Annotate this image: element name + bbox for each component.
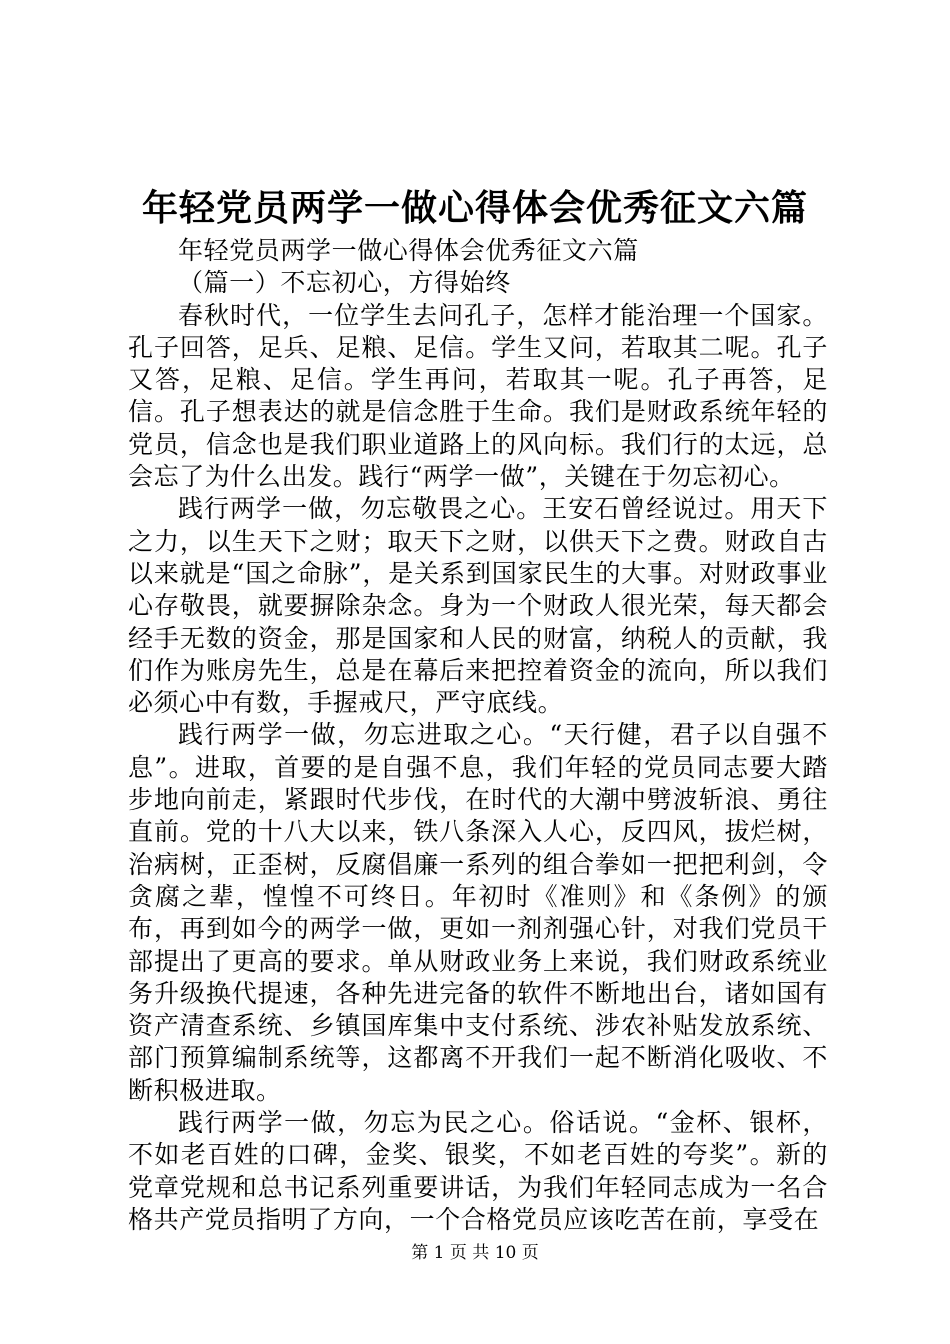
body-paragraph: 践行两学一做，勿忘为民之心。俗话说。“金杯、银杯，不如老百姓的口碑，金奖、银奖，不如老百姓的夸奖”。新的党章党规和总书记系列重要讲话，为我们年轻同志成为一名合格共产党员指明了方向，一个合格党员应该吃苦在前，享受在 [128, 1108, 828, 1234]
body-paragraph: 践行两学一做，勿忘进取之心。“天行健，君子以自强不息”。进取，首要的是自强不息，我们年轻的党员同志要大踏步地向前走，紧跟时代步伐，在时代的大潮中劈波斩浪、勇往直前。党的十八大以来，铁八条深入人心，反四风，拔烂树，治病树，正歪树，反腐倡廉一系列的组合拳如一把把利剑，令贪腐之辈，惶惶不可终日。年初时《准则》和《条例》的颁布，再到如今的两学一做，更如一剂剂强心针，对我们党员干部提出了更高的要求。单从财政业务上来说，我们财政系统业务升级换代提速，各种先进完备的软件不断地出台，诸如国有资产清查系统、乡镇国库集中支付系统、涉农补贴发放系统、部门预算编制系统等，这都离不开我们一起不断消化吸收、不断积极进取。 [128, 720, 828, 1105]
body-paragraph: 年轻党员两学一做心得体会优秀征文六篇 [178, 236, 639, 265]
document-title: 年轻党员两学一做心得体会优秀征文六篇 [141, 187, 808, 229]
page-number-footer: 第 1 页 共 10 页 [411, 1243, 539, 1263]
body-paragraph: 春秋时代，一位学生去问孔子，怎样才能治理一个国家。孔子回答，足兵、足粮、足信。学生又问，若取其二呢。孔子又答，足粮、足信。学生再问，若取其一呢。孔子再答，足信。孔子想表达的就是信念胜于生命。我们是财政系统年轻的党员，信念也是我们职业道路上的风向标。我们行的太远，总会忘了为什么出发。践行“两学一做”，关键在于勿忘初心。 [128, 300, 828, 492]
body-paragraph: （篇一）不忘初心，方得始终 [178, 268, 511, 298]
body-paragraph: 践行两学一做，勿忘敬畏之心。王安石曾经说过。用天下之力，以生天下之财；取天下之财，以供天下之费。财政自古以来就是“国之命脉”，是关系到国家民生的大事。对财政事业心存敬畏，就要摒除杂念。身为一个财政人很光荣，每天都会经手无数的资金，那是国家和人民的财富，纳税人的贡献，我们作为账房先生，总是在幕后来把控着资金的流向，所以我们必须心中有数，手握戒尺，严守底线。 [128, 494, 828, 718]
document-body [128, 235, 828, 1236]
